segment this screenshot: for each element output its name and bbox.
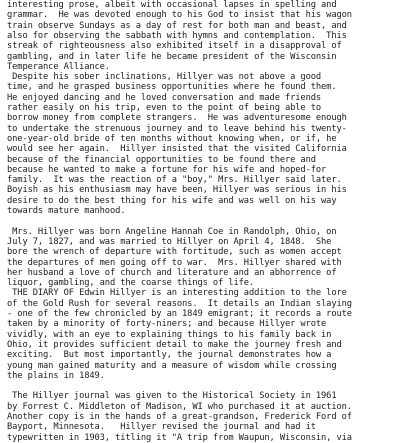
text-line: liquor, gambling, and the coarse things of life.: [7, 278, 255, 289]
text-line: gambling, and in later life he became president of the Wisconsin: [7, 51, 337, 62]
text-line: because of the financial opportunities to be found there and: [7, 154, 316, 165]
text-line: to undertake the strenuous journey and to leave behind his twenty-: [7, 123, 347, 134]
text-line: - one of the few chronicled by an 1849 emigrant; it records a route: [7, 309, 352, 319]
text-line: Despite his sober inclinations, Hillyer was not above a good: [7, 72, 322, 83]
text-line: the departures of men going off to war. Mrs. Hillyer shared with: [7, 257, 342, 268]
text-line: also for observing the sabbath with hymns and contemplation. This: [7, 30, 347, 41]
text-line: by Forrest C. Middleton of Madison, WI who purchased it at auction.: [7, 401, 352, 412]
text-line: towards mature manhood.: [7, 206, 126, 216]
text-line: He enjoyed dancing and he loved conversation and made friends: [7, 92, 322, 103]
text-line: Boyish as his enthusiasm may have been, Hillyer was serious in his: [7, 185, 347, 196]
text-line: of the Gold Rush for several reasons. It details an Indian slaying: [7, 298, 352, 309]
text-line: Mrs. Hillyer was born Angeline Hannah Coe in Randolph, Ohio, on: [7, 226, 337, 237]
text-line: THE DIARY OF Edwin Hillyer is an interesting addition to the lore: [7, 288, 347, 299]
text-line: rather easily on his trip, even to the point of being able to: [7, 103, 322, 113]
text-line: July 7, 1827, and was married to Hillyer on April 4, 1848. She: [7, 236, 332, 247]
text-line: family. It was the reaction of a "boy," Mrs. Hillyer said later.: [7, 175, 342, 186]
text-line: grammar. He was devoted enough to his God to insist that his wagon: [7, 10, 352, 21]
text-line: Temperance Alliance.: [7, 61, 110, 72]
text-line: borrow money from complete strangers. He was adventuresome enough: [7, 113, 347, 124]
text-line: time, and he grasped business opportunities where he found them.: [7, 82, 337, 93]
text-line: one-year-old bride of ten months without knowing when, or if, he: [7, 133, 337, 144]
text-line: desire to do the best thing for his wife and was well on his way: [7, 195, 337, 206]
text-line: the plains in 1849.: [7, 370, 105, 381]
text-line: vividly, with an eye to explaining things to his family back in: [7, 329, 332, 340]
text-line: The Hillyer journal was given to the Historical Society in 1961: [7, 391, 337, 402]
text-line: young man gained maturity and a measure of wisdom while crossing: [7, 360, 337, 371]
text-line: taken by a minority of forty-niners; and because Hillyer wrote: [7, 319, 327, 330]
text-line: exciting. But most importantly, the journal demonstrates how a: [7, 350, 332, 361]
text-line: streak of righteousness also exhibited itself in a disapproval of: [7, 41, 342, 52]
text-line: interesting prose, albeit with occasional lapses in spelling and: [7, 0, 337, 10]
text-line: Bayport, Minnesota. Hillyer revised the journal and had it: [7, 422, 316, 433]
text-line: her husband a love of church and literature and an abhorrence of: [7, 267, 337, 278]
text-line: would see her again. Hillyer insisted that the visited California: [7, 144, 347, 155]
text-line: train observe Sundays as a day of rest for both man and beast, and: [7, 20, 347, 31]
text-line: bore the wrench of departure with fortitude, such as women accept: [7, 247, 342, 258]
text-line: typewritten in 1903, titling it "A trip from Waupun, Wisconsin, via: [7, 432, 352, 443]
text-line: because he wanted to make a fortune for his wife and hoped-for: [7, 164, 327, 175]
text-line: Ohio, it provides sufficient detail to make the journey fresh and: [7, 339, 342, 350]
text-line: Another copy is in the hands of a great-grandson, Frederick Ford of: [7, 412, 352, 422]
